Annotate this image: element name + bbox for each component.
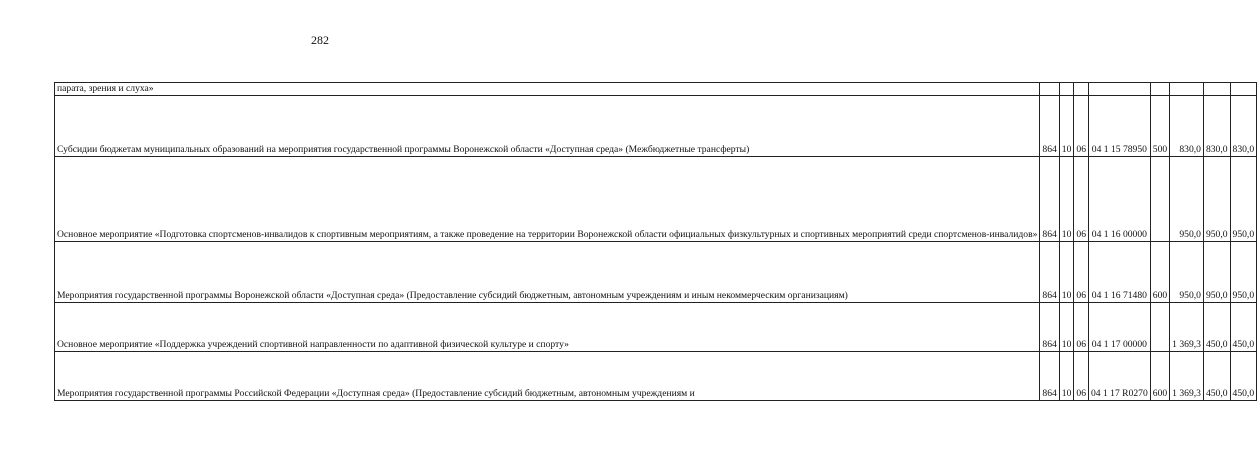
section-code: 10 (1059, 157, 1074, 242)
target-article-code (1088, 83, 1150, 96)
ministry-code: 864 (1040, 157, 1059, 242)
ministry-code: 864 (1040, 96, 1059, 157)
amount-year-2: 450,0 (1203, 303, 1230, 352)
table-row (55, 83, 1257, 96)
page-number: 282 (311, 33, 329, 47)
expense-type-code: 600 (1150, 242, 1169, 303)
amount-year-3: 950,0 (1230, 157, 1257, 242)
amount-year-1: 950,0 (1170, 157, 1204, 242)
table-row (55, 303, 1257, 352)
row-name: Субсидии бюджетам муниципальных образований на мероприятия государственной программы Воронежской области «Доступная среда» (Межбюджетные трансферты) (55, 96, 1040, 157)
row-name: Основное мероприятие «Поддержка учреждений спортивной направленности по адаптивной физической культуре и спорту» (55, 303, 1040, 352)
table-row (55, 242, 1257, 303)
expense-type-code (1150, 303, 1169, 352)
section-code (1059, 83, 1074, 96)
subsection-code: 06 (1074, 352, 1089, 401)
amount-year-2 (1203, 83, 1230, 96)
row-name: Основное мероприятие «Подготовка спортсменов-инвалидов к спортивным мероприятиям, а также проведение на территории Воронежской области официальных физкультурных и спортивных мероприятий среди спортсменов-инвалидов» (55, 157, 1040, 242)
ministry-code (1040, 83, 1059, 96)
expense-type-code: 600 (1150, 352, 1169, 401)
amount-year-2: 450,0 (1203, 352, 1230, 401)
expense-type-code: 500 (1150, 96, 1169, 157)
ministry-code: 864 (1040, 242, 1059, 303)
ministry-code: 864 (1040, 352, 1059, 401)
section-code: 10 (1059, 303, 1074, 352)
amount-year-2: 830,0 (1203, 96, 1230, 157)
expense-type-code (1150, 157, 1169, 242)
amount-year-3: 450,0 (1230, 303, 1257, 352)
target-article-code: 04 1 17 00000 (1088, 303, 1150, 352)
subsection-code (1074, 83, 1089, 96)
table-row (55, 157, 1257, 242)
budget-table (54, 82, 1257, 401)
amount-year-3: 950,0 (1230, 242, 1257, 303)
amount-year-3: 450,0 (1230, 352, 1257, 401)
target-article-code: 04 1 16 71480 (1088, 242, 1150, 303)
amount-year-1: 1 369,3 (1170, 352, 1204, 401)
section-code: 10 (1059, 352, 1074, 401)
subsection-code: 06 (1074, 157, 1089, 242)
amount-year-1: 1 369,3 (1170, 303, 1204, 352)
target-article-code: 04 1 17 R0270 (1088, 352, 1150, 401)
amount-year-3 (1230, 83, 1257, 96)
row-name: парата, зрения и слуха» (55, 83, 1040, 96)
table-row (55, 96, 1257, 157)
subsection-code: 06 (1074, 96, 1089, 157)
amount-year-3: 830,0 (1230, 96, 1257, 157)
section-code: 10 (1059, 242, 1074, 303)
section-code: 10 (1059, 96, 1074, 157)
table-row (55, 352, 1257, 401)
subsection-code: 06 (1074, 242, 1089, 303)
amount-year-2: 950,0 (1203, 157, 1230, 242)
target-article-code: 04 1 16 00000 (1088, 157, 1150, 242)
row-name: Мероприятия государственной программы Российской Федерации «Доступная среда» (Предоставление субсидий бюджетным, автономным учреждениям и (55, 352, 1040, 401)
expense-type-code (1150, 83, 1169, 96)
target-article-code: 04 1 15 78950 (1088, 96, 1150, 157)
amount-year-1: 950,0 (1170, 242, 1204, 303)
row-name: Мероприятия государственной программы Воронежской области «Доступная среда» (Предоставление субсидий бюджетным, автономным учреждениям и иным некоммерческим организациям) (55, 242, 1040, 303)
amount-year-1 (1170, 83, 1204, 96)
ministry-code: 864 (1040, 303, 1059, 352)
subsection-code: 06 (1074, 303, 1089, 352)
amount-year-1: 830,0 (1170, 96, 1204, 157)
amount-year-2: 950,0 (1203, 242, 1230, 303)
